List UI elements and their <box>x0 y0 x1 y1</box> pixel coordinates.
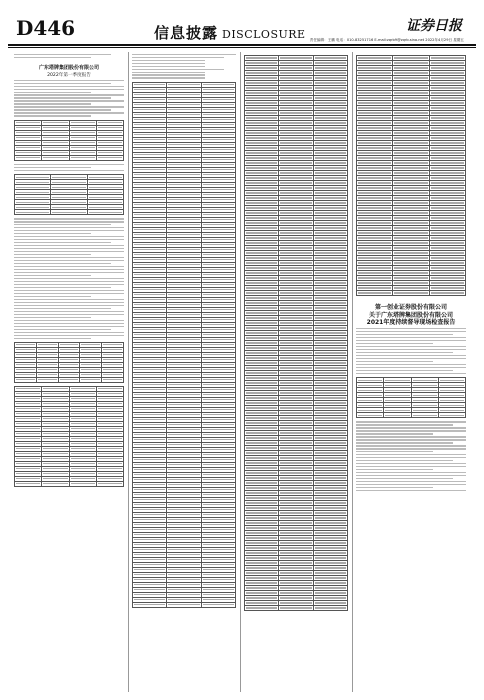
column-divider <box>240 52 241 692</box>
section-title-cn: 信息披露 <box>154 24 219 42</box>
balance-sheet-table <box>132 82 236 608</box>
header-fine-print <box>14 54 124 58</box>
newspaper-logo: 证券日报 <box>406 18 462 34</box>
column-2 <box>132 52 236 692</box>
masthead-rule <box>8 44 476 46</box>
column-divider <box>352 52 353 692</box>
income-statement-table <box>356 55 466 296</box>
financial-table <box>14 120 124 161</box>
financial-table <box>14 342 124 383</box>
notice-title <box>356 304 466 327</box>
notice-body-text <box>356 421 466 491</box>
masthead-meta: 责任编辑：王鹏 电话：010-83251716 E-mail:zqrb9@zqrb.sina.net 2022年4月29日 星期五 <box>309 38 464 42</box>
notice-title-line: 2021年度持续督导现场检查报告 <box>366 319 456 326</box>
notice-body-text <box>356 328 466 374</box>
section-title <box>154 22 306 43</box>
page-number: D446 <box>16 16 76 40</box>
column-divider <box>128 52 129 692</box>
report-body-text <box>132 54 236 79</box>
financial-table <box>14 386 124 487</box>
report-body-text <box>14 218 124 339</box>
column-1 <box>14 52 124 692</box>
column-3 <box>244 52 348 692</box>
notice-title-line: 第一创业证券股份有限公司 <box>374 304 447 311</box>
column-4 <box>356 52 466 692</box>
report-title: 2022年第一季度报告 <box>47 72 91 78</box>
cash-flow-table <box>244 55 348 611</box>
section-title-en: DISCLOSURE <box>222 28 306 41</box>
masthead-rule-thin <box>8 47 476 48</box>
report-company: 广东塔牌集团股份有限公司 <box>38 64 99 71</box>
report-body-text <box>14 164 124 171</box>
notice-title-line: 关于广东塔牌集团股份有限公司 <box>368 311 453 319</box>
masthead <box>8 4 476 44</box>
financial-table <box>14 174 124 215</box>
report-body-text <box>14 80 124 117</box>
inspection-table <box>356 377 466 418</box>
